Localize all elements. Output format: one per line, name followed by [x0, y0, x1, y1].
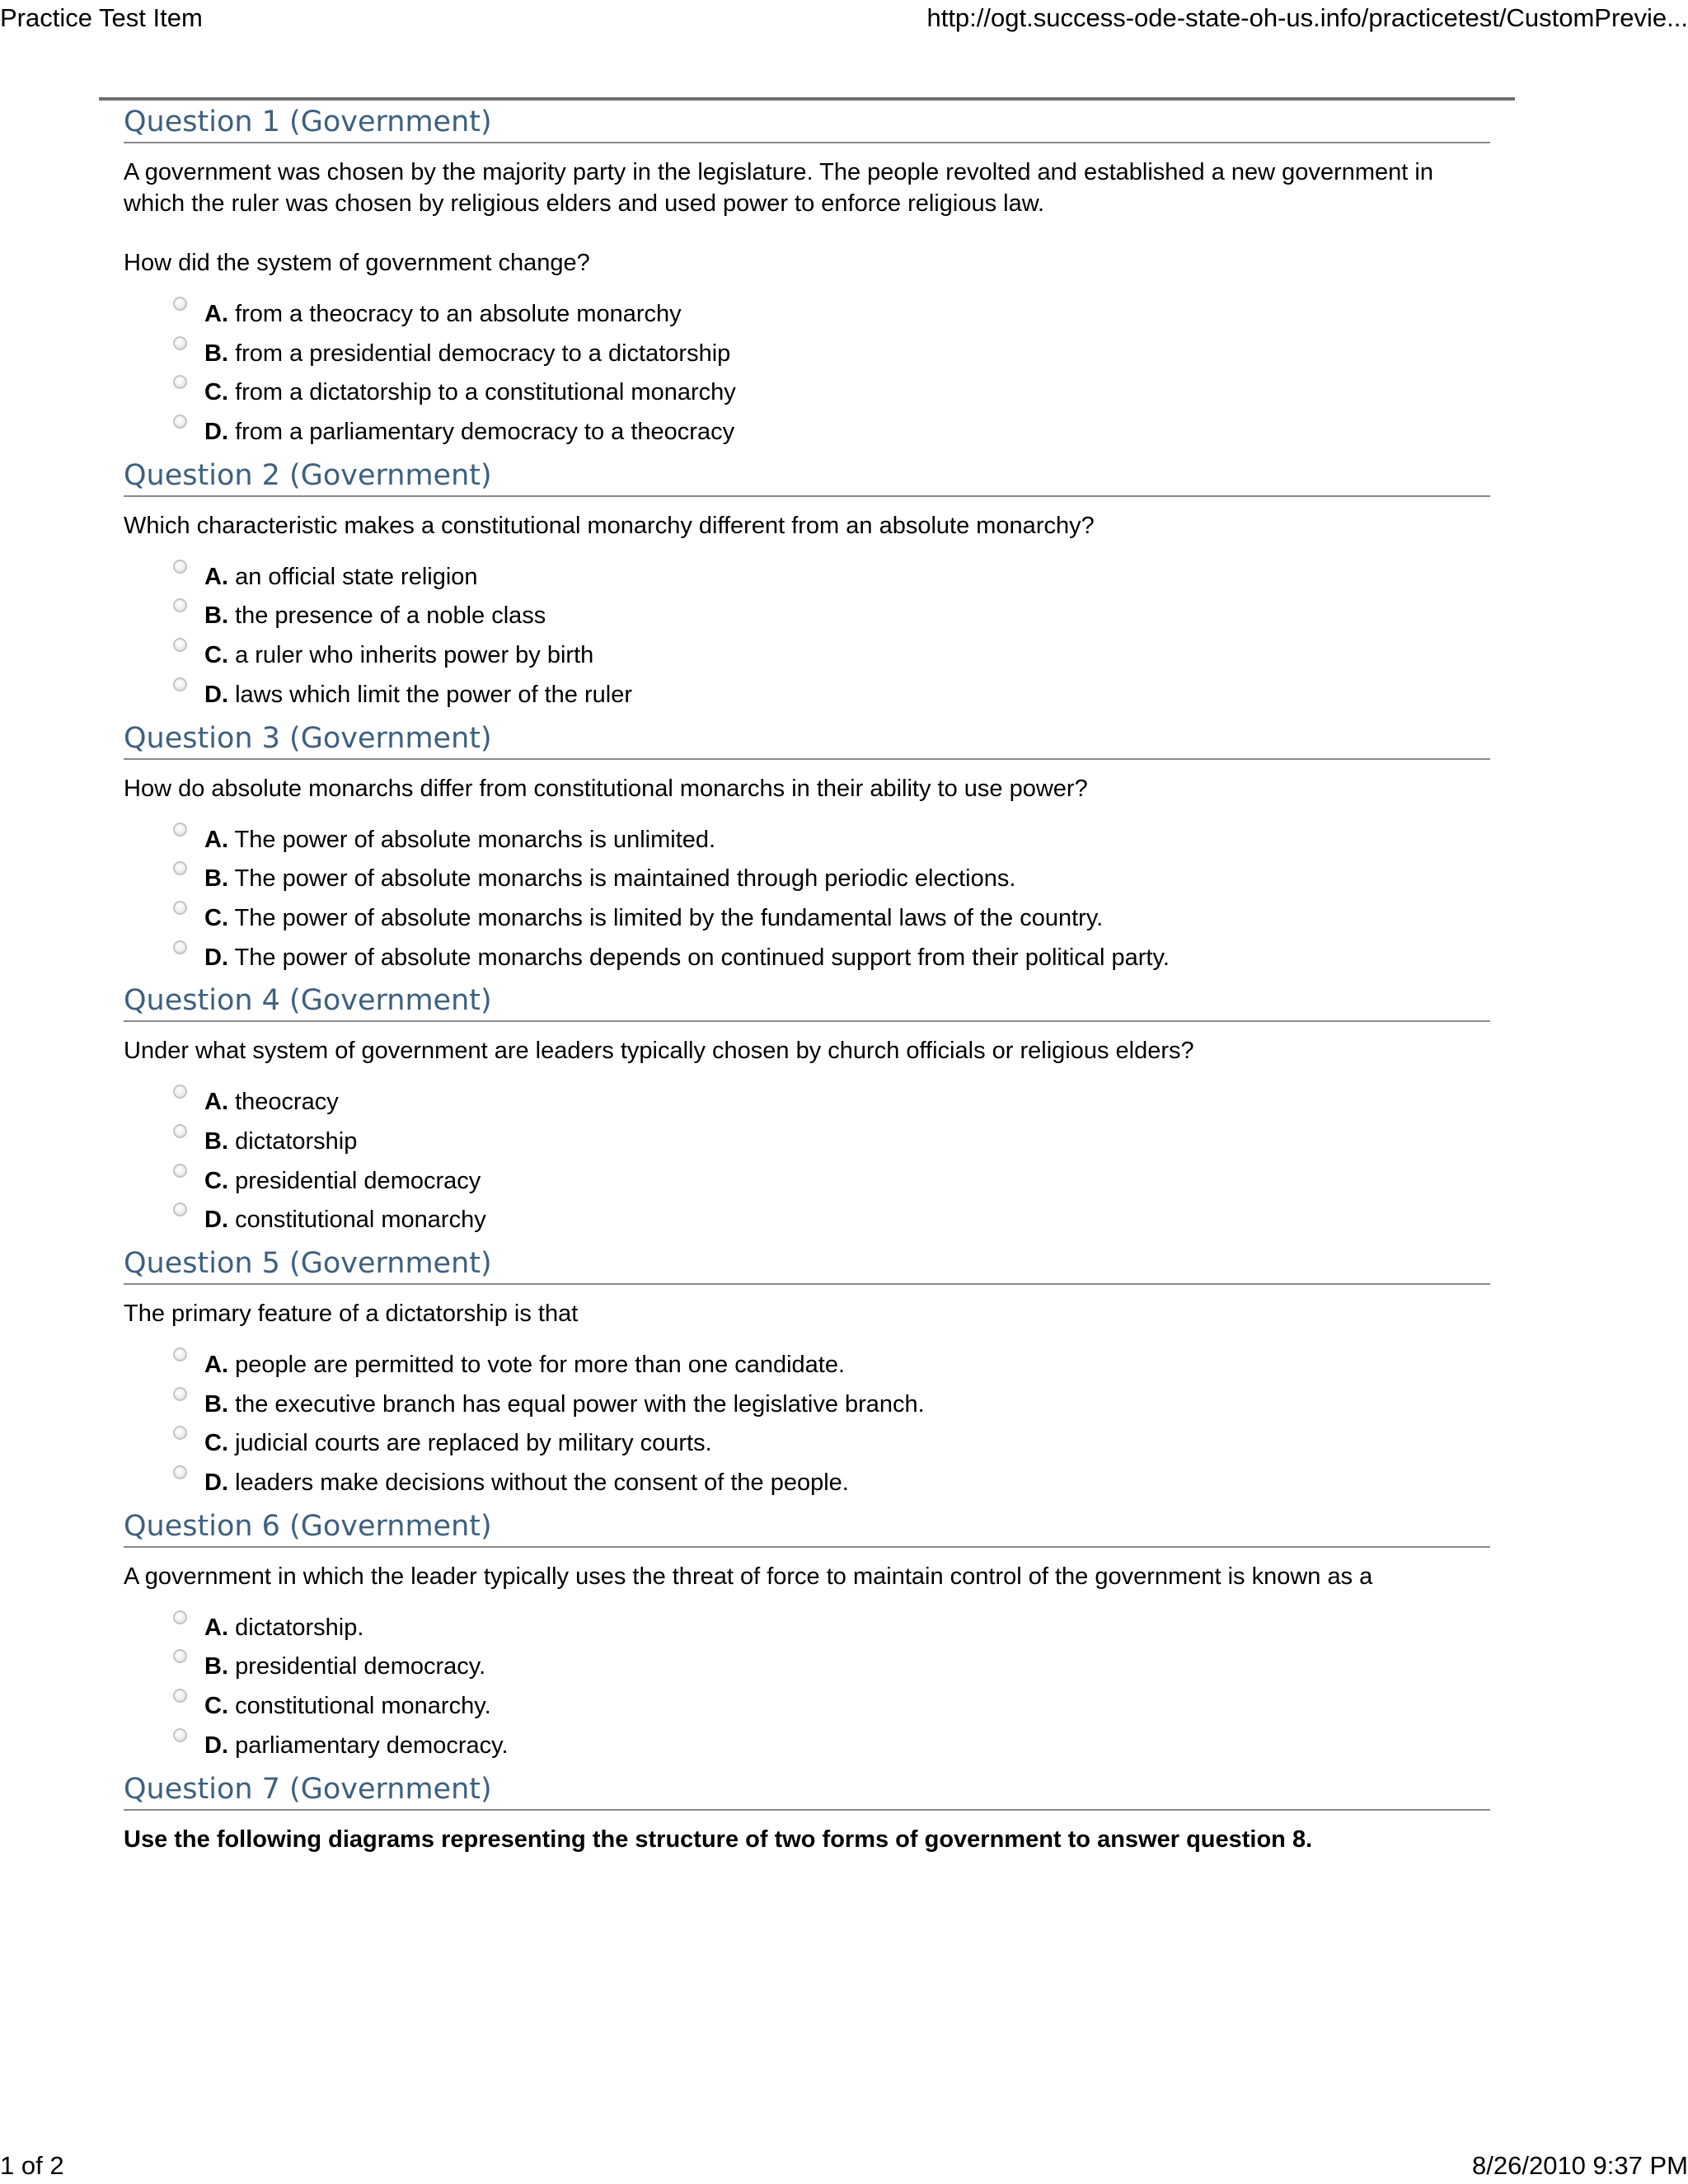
question-text: A government in which the leader typically uses the threat of force to maintain control of the government is known as a	[124, 1563, 1373, 1590]
choice-label: laws which limit the power of the ruler	[235, 681, 632, 708]
choice-letter: D.	[204, 1732, 228, 1759]
choice-label: the executive branch has equal power with the legislative branch.	[235, 1390, 925, 1418]
answer-choices	[124, 821, 1490, 978]
question-text: Under what system of government are leaders typically chosen by church officials or religious elders?	[124, 1038, 1194, 1065]
choice-label: a ruler who inherits power by birth	[235, 642, 594, 669]
choice-label: an official state religion	[235, 563, 478, 590]
choice-letter: C.	[204, 904, 228, 931]
choice-label: The power of absolute monarchs depends on continued support from their political party.	[234, 944, 1170, 971]
question-6	[124, 1503, 1490, 1766]
radio-button-icon[interactable]	[173, 1347, 187, 1361]
radio-button-icon[interactable]	[173, 598, 187, 612]
choice-letter: D.	[204, 1207, 228, 1234]
radio-button-icon[interactable]	[173, 560, 187, 574]
choice-label: The power of absolute monarchs is maintained through periodic elections.	[234, 865, 1016, 893]
choice-label: dictatorship	[235, 1127, 358, 1155]
answer-choices	[124, 558, 1490, 715]
choice-letter: D.	[204, 419, 228, 446]
question-title: Question 6 (Government)	[124, 1503, 1490, 1548]
answer-choice-c[interactable]	[173, 636, 1490, 676]
radio-button-icon[interactable]	[173, 336, 187, 350]
answer-choice-d[interactable]	[173, 1727, 1490, 1766]
choice-label: from a parliamentary democracy to a theocracy	[235, 419, 735, 446]
choice-label: leaders make decisions without the consent of the people.	[235, 1469, 849, 1497]
answer-choice-a[interactable]	[173, 558, 1490, 598]
question-title: Question 5 (Government)	[124, 1240, 1490, 1285]
question-prompt: How did the system of government change?	[124, 250, 590, 276]
choice-letter: B.	[204, 1390, 228, 1418]
answer-choice-a[interactable]	[173, 821, 1490, 860]
choice-letter: C.	[204, 1167, 228, 1194]
question-2	[124, 452, 1490, 715]
answer-choice-c[interactable]	[173, 373, 1490, 413]
choice-letter: C.	[204, 1693, 228, 1720]
answer-choice-d[interactable]	[173, 1464, 1490, 1503]
answer-choice-c[interactable]	[173, 899, 1490, 939]
question-text: Use the following diagrams representing the structure of two forms of government to answer question 8.	[124, 1825, 1313, 1853]
answer-choices	[124, 1609, 1490, 1766]
choice-letter: A.	[204, 563, 228, 590]
radio-button-icon[interactable]	[173, 677, 187, 691]
page-url: http://ogt.success-ode-state-oh-us.info/practicetest/CustomPrevie...	[926, 3, 1688, 32]
choice-label: presidential democracy	[235, 1167, 481, 1194]
answer-choice-a[interactable]	[173, 1609, 1490, 1648]
choice-letter: D.	[204, 1469, 228, 1497]
choice-label: parliamentary democracy.	[235, 1732, 509, 1759]
choice-label: dictatorship.	[235, 1614, 364, 1641]
choice-letter: D.	[204, 944, 228, 971]
answer-choice-b[interactable]	[173, 1385, 1490, 1425]
choice-label: from a dictatorship to a constitutional monarchy	[235, 379, 736, 406]
question-4	[124, 977, 1490, 1240]
question-title: Question 7 (Government)	[124, 1766, 1490, 1811]
radio-button-icon[interactable]	[173, 1610, 187, 1624]
choice-letter: C.	[204, 642, 228, 669]
answer-choices	[124, 1346, 1490, 1503]
choice-letter: B.	[204, 602, 228, 630]
question-1	[124, 99, 1490, 452]
question-title: Question 2 (Government)	[124, 452, 1490, 497]
radio-button-icon[interactable]	[173, 1465, 187, 1479]
radio-button-icon[interactable]	[173, 861, 187, 875]
choice-label: the presence of a noble class	[235, 602, 546, 630]
choice-letter: C.	[204, 379, 228, 406]
page-title: Practice Test Item	[0, 3, 203, 32]
question-3	[124, 715, 1490, 978]
radio-button-icon[interactable]	[173, 1164, 187, 1178]
question-7	[124, 1766, 1490, 1855]
answer-choice-b[interactable]	[173, 335, 1490, 374]
choice-label: presidential democracy.	[235, 1653, 486, 1680]
radio-button-icon[interactable]	[173, 940, 187, 954]
choice-label: from a theocracy to an absolute monarchy	[235, 301, 682, 327]
radio-button-icon[interactable]	[173, 297, 187, 311]
question-text: The primary feature of a dictatorship is that	[124, 1301, 579, 1327]
answer-choice-a[interactable]	[173, 1083, 1490, 1122]
choice-letter: A.	[204, 301, 228, 327]
choice-letter: B.	[204, 340, 228, 367]
radio-button-icon[interactable]	[173, 1202, 187, 1216]
radio-button-icon[interactable]	[173, 415, 187, 429]
print-header	[0, 0, 1688, 36]
choice-letter: C.	[204, 1430, 228, 1457]
page-count: 1 of 2	[0, 2151, 64, 2180]
radio-button-icon[interactable]	[173, 901, 187, 915]
answer-choice-b[interactable]	[173, 860, 1490, 899]
answer-choice-d[interactable]	[173, 413, 1490, 452]
question-title: Question 4 (Government)	[124, 977, 1490, 1022]
print-footer	[0, 2148, 1688, 2184]
answer-choice-c[interactable]	[173, 1424, 1490, 1464]
radio-button-icon[interactable]	[173, 375, 187, 389]
radio-button-icon[interactable]	[173, 1085, 187, 1099]
answer-choice-d[interactable]	[173, 939, 1490, 978]
radio-button-icon[interactable]	[173, 1728, 187, 1742]
choice-letter: B.	[204, 1653, 228, 1680]
choice-letter: A.	[204, 1614, 228, 1641]
answer-choice-b[interactable]	[173, 1122, 1490, 1162]
radio-button-icon[interactable]	[173, 823, 187, 837]
answer-choice-b[interactable]	[173, 597, 1490, 636]
choice-label: theocracy	[235, 1089, 339, 1116]
question-title: Question 3 (Government)	[124, 715, 1490, 760]
choice-letter: A.	[204, 826, 228, 853]
question-title: Question 1 (Government)	[124, 99, 1490, 143]
question-text: A government was chosen by the majority party in the legislature. The people revolted and established a new government in which the ruler was chosen by religious elders and used power to enforce religious law.	[124, 159, 1433, 217]
choice-letter: A.	[204, 1089, 228, 1116]
radio-button-icon[interactable]	[173, 1689, 187, 1703]
choice-letter: D.	[204, 681, 228, 708]
radio-button-icon[interactable]	[173, 638, 187, 652]
answer-choices	[124, 1083, 1490, 1240]
choice-letter: A.	[204, 1352, 228, 1378]
radio-button-icon[interactable]	[173, 1649, 187, 1663]
radio-button-icon[interactable]	[173, 1387, 187, 1401]
answer-choice-d[interactable]	[173, 676, 1490, 715]
answer-choice-c[interactable]	[173, 1162, 1490, 1202]
question-5	[124, 1240, 1490, 1503]
choice-label: The power of absolute monarchs is limited by the fundamental laws of the country.	[234, 904, 1104, 931]
radio-button-icon[interactable]	[173, 1124, 187, 1138]
choice-letter: B.	[204, 865, 228, 893]
choice-label: judicial courts are replaced by military courts.	[235, 1430, 712, 1457]
choice-label: from a presidential democracy to a dictatorship	[235, 340, 731, 367]
choice-label: The power of absolute monarchs is unlimited.	[234, 826, 716, 853]
choice-label: constitutional monarchy.	[235, 1693, 491, 1720]
question-text: How do absolute monarchs differ from constitutional monarchs in their ability to use power?	[124, 775, 1088, 802]
question-list	[124, 99, 1490, 1855]
answer-choice-c[interactable]	[173, 1687, 1490, 1727]
answer-choice-a[interactable]	[173, 1346, 1490, 1385]
radio-button-icon[interactable]	[173, 1426, 187, 1440]
choice-label: constitutional monarchy	[235, 1207, 486, 1234]
answer-choice-d[interactable]	[173, 1201, 1490, 1240]
choice-letter: B.	[204, 1127, 228, 1155]
print-datetime: 8/26/2010 9:37 PM	[1472, 2151, 1688, 2180]
question-text: Which characteristic makes a constitutional monarchy different from an absolute monarchy?	[124, 512, 1095, 539]
choice-label: people are permitted to vote for more than one candidate.	[235, 1352, 846, 1378]
answer-choices	[124, 295, 1490, 452]
answer-choice-a[interactable]	[173, 295, 1490, 335]
answer-choice-b[interactable]	[173, 1647, 1490, 1687]
